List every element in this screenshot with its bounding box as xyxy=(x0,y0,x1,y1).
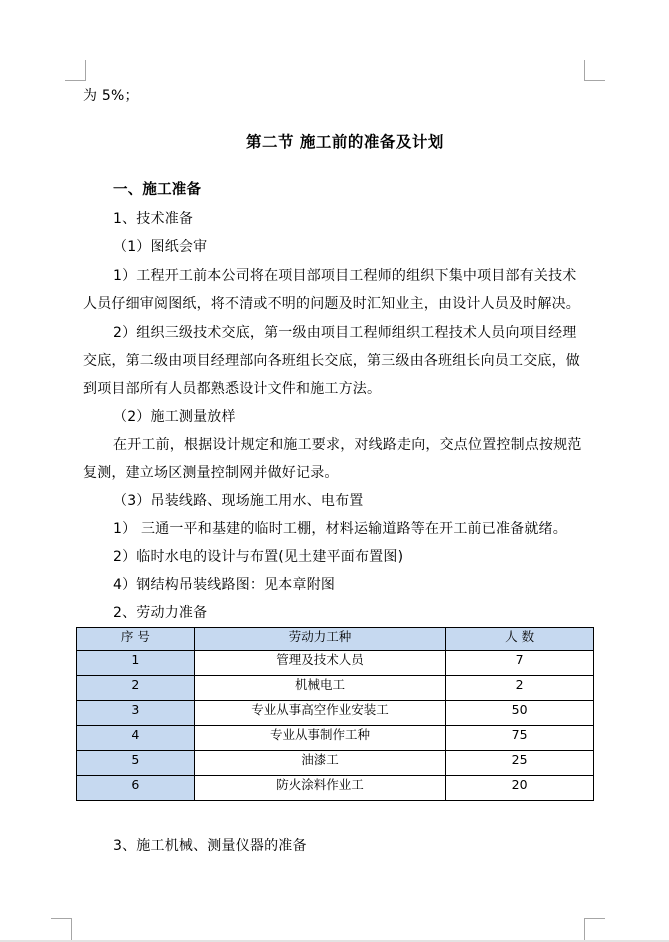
paragraph-3-line-2: 复测，建立场区测量控制网并做好记录。 xyxy=(83,465,339,481)
header-serial: 序 号 xyxy=(77,628,195,651)
item-survey-layout: （2）施工测量放样 xyxy=(113,409,236,425)
margin-corner-bottom-right xyxy=(584,918,605,941)
cell-labor-type: 管理及技术人员 xyxy=(194,651,445,676)
cell-count: 75 xyxy=(446,726,594,751)
cell-count: 20 xyxy=(446,776,594,801)
cell-count: 25 xyxy=(446,751,594,776)
table-row xyxy=(77,676,594,701)
cell-count: 7 xyxy=(446,651,594,676)
cell-serial: 6 xyxy=(77,776,195,801)
margin-corner-top-right xyxy=(584,60,605,81)
item-hoisting-utilities: （3）吊装线路、现场施工用水、电布置 xyxy=(113,493,364,509)
section-title: 第二节 施工前的准备及计划 xyxy=(246,133,444,151)
table-row xyxy=(77,701,594,726)
header-count: 人 数 xyxy=(446,628,594,651)
table-row xyxy=(77,776,594,801)
paragraph-1-line-1: 1）工程开工前本公司将在项目部项目工程师的组织下集中项目部有关技术 xyxy=(113,268,577,284)
table-row xyxy=(77,726,594,751)
cell-serial: 4 xyxy=(77,726,195,751)
cell-serial: 5 xyxy=(77,751,195,776)
subheading-technical-prep: 1、技术准备 xyxy=(113,211,194,227)
cell-labor-type: 油漆工 xyxy=(194,751,445,776)
paragraph-3-line-1: 在开工前，根据设计规定和施工要求，对线路走向，交点位置控制点按规范 xyxy=(113,437,582,453)
item-drawing-review: （1）图纸会审 xyxy=(113,239,208,255)
paragraph-2-line-2: 交底，第二级由项目经理部向各班组长交底，第三级由各班组长向员工交底，做 xyxy=(83,353,580,369)
margin-corner-top-left xyxy=(65,60,86,81)
list-item-a: 1） 三通一平和基建的临时工棚，材料运输道路等在开工前已准备就绪。 xyxy=(113,521,567,537)
header-labor-type: 劳动力工种 xyxy=(194,628,445,651)
cell-serial: 1 xyxy=(77,651,195,676)
subheading-labor-prep: 2、劳动力准备 xyxy=(113,605,208,621)
cell-count: 50 xyxy=(446,701,594,726)
table-header-row xyxy=(77,628,594,651)
table-row xyxy=(77,751,594,776)
subheading-machinery-prep: 3、施工机械、测量仪器的准备 xyxy=(113,838,307,854)
cell-serial: 2 xyxy=(77,676,195,701)
labor-table xyxy=(76,627,594,801)
cell-serial: 3 xyxy=(77,701,195,726)
heading-construction-prep: 一、施工准备 xyxy=(113,182,202,198)
list-item-b: 2）临时水电的设计与布置(见土建平面布置图) xyxy=(113,549,404,565)
cell-count: 2 xyxy=(446,676,594,701)
cell-labor-type: 专业从事制作工种 xyxy=(194,726,445,751)
margin-corner-bottom-left xyxy=(51,918,72,941)
paragraph-2-line-1: 2）组织三级技术交底，第一级由项目工程师组织工程技术人员向项目经理 xyxy=(113,325,577,341)
cell-labor-type: 机械电工 xyxy=(194,676,445,701)
cell-labor-type: 防火涂料作业工 xyxy=(194,776,445,801)
cell-labor-type: 专业从事高空作业安装工 xyxy=(194,701,445,726)
continuation-text: 为 5%； xyxy=(83,88,139,104)
list-item-c: 4）钢结构吊装线路图：见本章附图 xyxy=(113,577,336,593)
paragraph-1-line-2: 人员仔细审阅图纸，将不清或不明的问题及时汇知业主，由设计人员及时解决。 xyxy=(83,296,580,312)
paragraph-2-line-3: 到项目部所有人员都熟悉设计文件和施工方法。 xyxy=(83,381,382,397)
table-row xyxy=(77,651,594,676)
